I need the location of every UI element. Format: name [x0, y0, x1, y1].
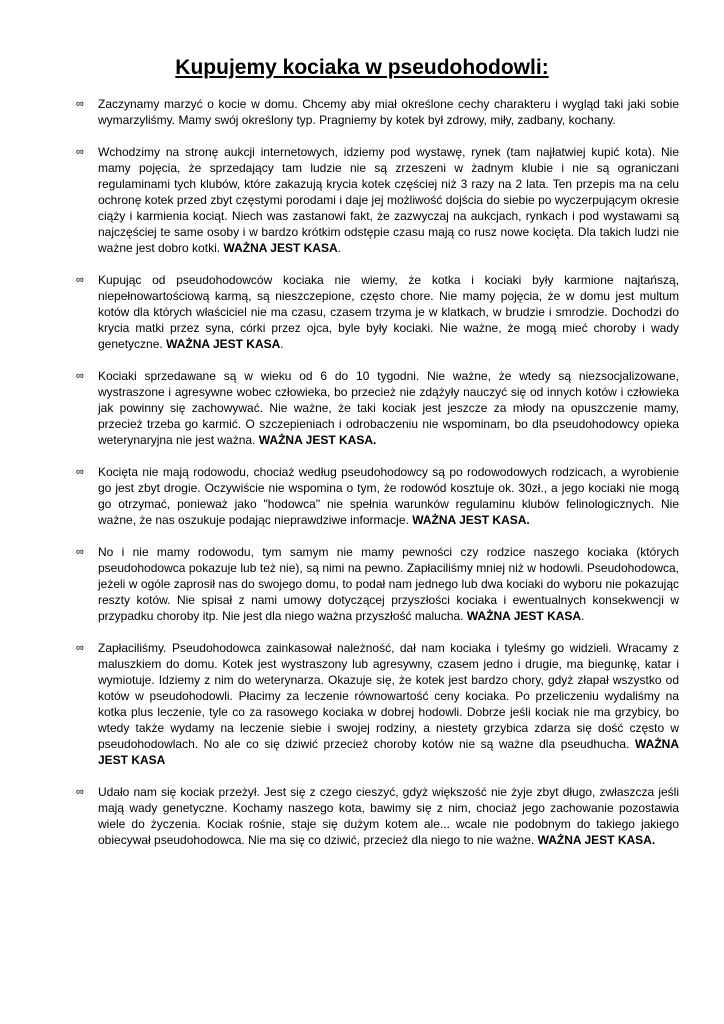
paragraph-text: Zaczynamy marzyć o kocie w domu. Chcemy aby miał określone cechy charakteru i wygląd taki jaki sobie wymarzyliśmy. Mamy swój określony typ. Pragniemy by kotek był zdrowy, miły, zadbany, kochany. — [98, 97, 679, 127]
emphasis-text: WAŻNA JEST KASA. — [412, 513, 530, 527]
list-item — [0, 784, 724, 848]
list-item — [0, 96, 724, 128]
paragraph — [98, 640, 679, 768]
list-item — [0, 272, 724, 352]
paragraph-text: Wchodzimy na stronę aukcji internetowych, idziemy pod wystawę, rynek (tam najłatwiej kupić kota). Nie mamy pojęcia, że sprzedający tam ludzie nie są zrzeszeni w żadnym klubie i nie są ograniczani regulaminami tych klubów, które zakazują krycia kotek częściej niż 3 razy na 2 lata. Ten przepis ma na celu ochronę kotek przed zbyt częstymi porodami i daje jej możliwość dojścia do siebie po wyczerpującym okresie ciąży i karmienia kociąt. Niech was zastanowi fakt, że zazwyczaj na aukcjach, rynkach i pod wystawami są najczęściej te same osoby i w bardzo krótkim odstępie czasu mają co rusz nowe kocięta. Dla takich ludzi nie ważne jest dobro kotki. — [98, 145, 679, 255]
paragraph — [98, 96, 679, 128]
paragraph — [98, 464, 679, 528]
infinity-bullet-icon: ∞ — [76, 370, 84, 382]
infinity-bullet-icon: ∞ — [76, 274, 84, 286]
paragraph-text: No i nie mamy rodowodu, tym samym nie mamy pewności czy rodzice naszego kociaka (których pseudohodowca pokazuje lub też nie), są nimi na pewno. Zapłaciliśmy mniej niż w hodowli. Pseudohodowca, jeżeli w ogóle zaprosił nas do swojego domu, to podał nam jednego lub dwa kociaki do wyboru nie pokazując reszty kotów. Nie spisał z nami umowy dotyczącej przyszłości kociaka i ewentualnych konsekwencji w przypadku choroby itp. Nie jest dla niego ważna przyszłość malucha. — [98, 545, 679, 623]
paragraph-suffix: . — [581, 609, 585, 623]
emphasis-text: WAŻNA JEST KASA — [98, 737, 679, 767]
emphasis-text: WAŻNA JEST KASA. — [258, 433, 377, 447]
list-item — [0, 368, 724, 448]
paragraph — [98, 784, 679, 848]
infinity-bullet-icon: ∞ — [76, 146, 84, 158]
paragraph-text: Udało nam się kociak przeżył. Jest się z czego cieszyć, gdyż większość nie żyje zbyt długo, zwłaszcza jeśli mają wady genetyczne. Kochamy naszego kota, bawimy się z nim, chociaż jego zachowanie pozostawia wiele do życzenia. Kociak rośnie, staje się dużym kotem ale... wcale nie podobnym do takiego jakiego obiecywał pseudohodowca. Nie ma się co dziwić, przecież dla niego to nie ważne. — [98, 785, 679, 847]
emphasis-text: WAŻNA JEST KASA — [466, 609, 582, 623]
paragraph-text: Kociaki sprzedawane są w wieku od 6 do 10 tygodni. Nie ważne, że wtedy są niezsocjalizowane, wystraszone i agresywne wobec człowieka, bo przecież nie zdążyły nauczyć się od innych kotów i człowieka jak powinny się zachowywać. Nie ważne, że taki kociak jest jeszcze za młody na opuszczenie mamy, przecież trzeba go karmić. O szczepieniach i odrobaczeniu nie wspominam, bo dla pseudohodowcy opieka weterynaryjna nie jest ważna. — [98, 369, 679, 447]
emphasis-text: WAŻNA JEST KASA — [166, 337, 281, 351]
page-title: Kupujemy kociaka w pseudohodowli: — [175, 56, 549, 79]
paragraph — [98, 144, 679, 256]
paragraph — [98, 272, 679, 352]
paragraph-suffix: . — [280, 337, 284, 351]
paragraph-text: Kupując od pseudohodowców kociaka nie wiemy, że kotka i kociaki były karmione najtańszą, niepełnowartościową karmą, są nieszczepione, często chore. Nie mamy pojęcia, że w domu jest multum kotów dla których właściciel nie ma czasu, czasem trzyma je w klatkach, w brudzie i smrodzie. Dochodzi do krycia matki przez syna, córki przez ojca, byle były kociaki. Nie ważne, że mogą mieć choroby i wady genetyczne. — [98, 273, 679, 351]
infinity-bullet-icon: ∞ — [76, 466, 84, 478]
list-item — [0, 464, 724, 528]
list-item — [0, 640, 724, 768]
emphasis-text: WAŻNA JEST KASA — [223, 241, 338, 255]
paragraph-text: Kocięta nie mają rodowodu, chociaż według pseudohodowcy są po rodowodowych rodzicach, a wyrobienie go jest zbyt drogie. Oczywiście nie wspomina o tym, że rodowód kosztuje ok. 30zł., a jego kociaki nie mogą go otrzymać, ponieważ jako "hodowca" nie spełnia warunków regulaminu klubów felinologicznych. Nie ważne, że nas oszukuje podając nieprawdziwe informacje. — [98, 465, 679, 527]
paragraph-suffix: . — [337, 241, 341, 255]
paragraph-text: Zapłaciliśmy. Pseudohodowca zainkasował należność, dał nam kociaka i tyleśmy go widzieli. Wracamy z maluszkiem do domu. Kotek jest wystraszony lub agresywny, czasem jedno i drugie, ma biegunkę, katar i wymiotuje. Idziemy z nim do weterynarza. Okazuje się, że kotek jest bardzo chory, gdyż złapał wszystko od kotów w pseudohodowli. Płacimy za leczenie równowartość ceny kociaka. Po przeliczeniu wydaliśmy na kotka plus leczenie, tyle co za rasowego kociaka w dobrej hodowli. Dobrze jeśli kociak nie ma grzybicy, bo wtedy także wydamy na leczenie siebie i swojej rodziny, a niestety grzybica zdarza się dość często w pseudohodowlach. No ale co się dziwić przecież choroby kotów nie są ważne dla pseudhucha. — [98, 641, 679, 751]
infinity-bullet-icon: ∞ — [76, 546, 84, 558]
infinity-bullet-icon: ∞ — [76, 642, 84, 654]
list-item — [0, 144, 724, 256]
paragraph — [98, 544, 679, 624]
bullet-list — [0, 96, 724, 864]
infinity-bullet-icon: ∞ — [76, 786, 84, 798]
emphasis-text: WAŻNA JEST KASA. — [537, 833, 656, 847]
infinity-bullet-icon: ∞ — [76, 98, 84, 110]
paragraph — [98, 368, 679, 448]
list-item — [0, 544, 724, 624]
